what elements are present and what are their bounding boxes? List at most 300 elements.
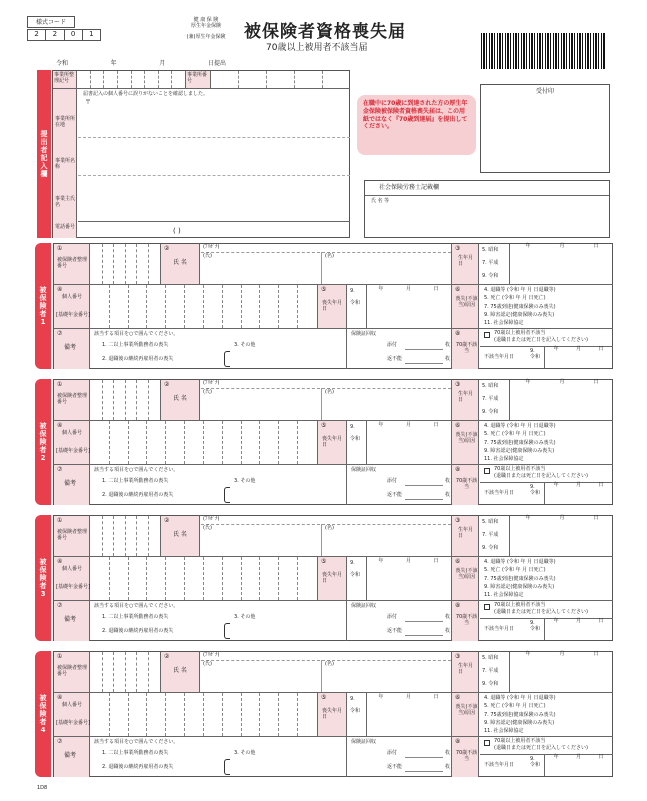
loss-era-num: 9. <box>350 288 355 294</box>
office-name-label: 事業所名称 <box>55 158 76 170</box>
card-label: 保険証回収 <box>351 331 377 337</box>
birth-era-showa: 5. 昭和 <box>482 655 499 661</box>
birth-month: 月 <box>559 379 565 385</box>
loss-era[interactable] <box>350 289 364 307</box>
birth-era-showa: 5. 昭和 <box>482 383 499 389</box>
name-input[interactable] <box>201 652 451 692</box>
remarks-label: 備考 <box>64 616 77 623</box>
kojin-input[interactable] <box>91 285 316 328</box>
over70-date-label: 不該当年月日 <box>484 762 515 768</box>
birth-era-reiwa: 9. 令和 <box>482 273 499 279</box>
loss-year: 年 <box>378 694 384 700</box>
field-number-4: ④ <box>57 558 63 565</box>
birth-era-heisei: 7. 平成 <box>482 396 499 402</box>
insured-block-1 <box>35 243 613 369</box>
birth-year: 年 <box>525 515 531 521</box>
cause-retire: 4. 退職等 (令和 年 月 日退職等) <box>484 559 556 565</box>
field-number-2: ② <box>164 653 170 660</box>
over70-checkbox[interactable] <box>484 468 490 474</box>
card-unreturned-input[interactable] <box>405 635 443 636</box>
over70-note: (退職日または死亡日を記入してください) <box>494 609 588 615</box>
barcode <box>481 33 605 69</box>
over70-date-input[interactable] <box>544 619 612 640</box>
phone-parens: ( ) <box>173 227 181 235</box>
kojin-label: 個人番号 <box>62 294 83 300</box>
card-attached: 添付 <box>387 342 398 348</box>
field-number-8: ⑧ <box>455 602 461 609</box>
loss-era-num: 9. <box>350 424 355 430</box>
loss-era[interactable] <box>350 697 364 715</box>
over70-year: 年 <box>553 482 559 488</box>
birth-era-showa: 5. 昭和 <box>482 519 499 525</box>
birth-day: 日 <box>593 651 599 657</box>
form-code-digit: 2 <box>28 30 46 40</box>
cause-death: 5. 死亡 (令和 年 月 日死亡) <box>484 295 546 302</box>
sei-label: (氏) <box>203 661 212 667</box>
kiso-label: [基礎年金番号] <box>56 312 90 318</box>
over70-label: 70歳不該当 <box>455 750 478 762</box>
cause-options[interactable] <box>484 694 612 735</box>
remarks-opt1[interactable]: 1. 二以上事業所勤務者の喪失 <box>102 478 169 484</box>
field-number-6: ⑥ <box>455 558 461 565</box>
birth-era-heisei: 7. 平成 <box>482 260 499 266</box>
birth-day: 日 <box>593 379 599 385</box>
remarks-bracket <box>224 759 230 775</box>
form-code-digit: 0 <box>65 30 83 40</box>
seiri-input[interactable] <box>91 380 159 420</box>
card-unit: 枚 <box>445 478 451 484</box>
over70-check-label: 70歳以上被用者不該当 <box>494 330 546 336</box>
sharoushi-name-label: 氏 名 等 <box>371 198 390 204</box>
over70-check-label: 70歳以上被用者不該当 <box>494 466 546 472</box>
loss-era[interactable] <box>350 425 364 443</box>
seiri-label: 被保険者整理番号 <box>57 665 88 677</box>
remarks-bracket <box>224 623 230 639</box>
birth-era-reiwa: 9. 令和 <box>482 545 499 551</box>
card-attached-input[interactable] <box>405 621 443 622</box>
remarks-opt3[interactable]: 3. その他 <box>234 750 256 756</box>
over70-check-label: 70歳以上被用者不該当 <box>494 602 546 608</box>
owner-name-label: 事業主氏名 <box>55 196 76 208</box>
over70-date-label: 不該当年月日 <box>484 354 515 360</box>
over70-era <box>530 485 540 497</box>
remarks-opt1[interactable]: 1. 二以上事業所勤務者の喪失 <box>102 614 169 620</box>
loss-month: 月 <box>405 422 411 428</box>
cause-disability: 9. 障害認定(健康保険のみ喪失) <box>484 583 555 590</box>
card-unit-2: 枚 <box>445 628 451 634</box>
remarks-note: 該当する項目を○で囲んでください。 <box>94 739 179 745</box>
insured-section-label: 被保険者2 <box>35 379 51 505</box>
birth-era-reiwa: 9. 令和 <box>482 409 499 415</box>
office-number-input[interactable] <box>211 71 350 88</box>
number-confirm-note: 届書記入の個人番号に誤りがないことを確認しました。 <box>83 91 209 97</box>
name-label: 氏 名 <box>173 395 187 402</box>
remarks-label: 備考 <box>64 480 77 487</box>
remarks-bracket <box>224 487 230 503</box>
name-label: 氏 名 <box>173 531 187 538</box>
cause-agreement: 11. 社会保障協定 <box>484 320 524 327</box>
loss-era-num: 9. <box>350 560 355 566</box>
receipt-label: 受付印 <box>535 88 554 95</box>
cause-retire: 4. 退職等 (令和 年 月 日退職等) <box>484 695 556 701</box>
cause-agreement: 11. 社会保障協定 <box>484 592 524 599</box>
birth-label: 生年月日 <box>458 527 474 539</box>
over70-checkbox[interactable] <box>484 604 490 610</box>
birth-era-options[interactable] <box>482 244 510 284</box>
name-input[interactable] <box>201 380 451 420</box>
sei-label: (氏) <box>203 253 212 259</box>
field-number-1: ① <box>57 381 63 388</box>
loss-date-input[interactable] <box>366 421 450 464</box>
seiri-label: 被保険者整理番号 <box>57 393 88 405</box>
cause-75: 7. 75歳到達(健康保険のみ喪失) <box>484 303 556 310</box>
form-code-box <box>27 16 101 43</box>
over70-note: (退職日または死亡日を記入してください) <box>494 745 588 751</box>
birth-era-heisei: 7. 平成 <box>482 532 499 538</box>
over70-era-num: 9. <box>530 348 535 354</box>
seiri-label: 被保険者整理番号 <box>57 529 88 541</box>
card-attached: 添付 <box>387 614 398 620</box>
remarks-opt3[interactable]: 3. その他 <box>234 478 256 484</box>
card-unreturned-input[interactable] <box>405 499 443 500</box>
remarks-opt2[interactable]: 2. 退職後の継続再雇用者の喪失 <box>102 764 174 770</box>
field-number-7: ⑦ <box>57 330 63 337</box>
office-code-input[interactable] <box>77 71 185 88</box>
loss-day: 日 <box>433 422 439 428</box>
office-code-label: 事業所整理記号 <box>53 71 77 88</box>
cause-options[interactable] <box>484 558 612 599</box>
field-number-3: ③ <box>455 653 461 660</box>
cause-death: 5. 死亡 (令和 年 月 日死亡) <box>484 703 546 710</box>
submitter-section-label: 提出者記入欄 <box>37 70 51 238</box>
kojin-label: 個人番号 <box>62 566 83 572</box>
over70-era-label: 令和 <box>530 353 541 360</box>
loss-year: 年 <box>378 558 384 564</box>
field-number-1: ① <box>57 517 63 524</box>
birth-era-options[interactable] <box>482 516 510 556</box>
over70-year: 年 <box>553 346 559 352</box>
insured-block-4 <box>35 651 613 777</box>
over70-checkbox[interactable] <box>484 332 490 338</box>
remarks-label: 備考 <box>64 344 77 351</box>
over70-era-num: 9. <box>530 620 535 626</box>
loss-day: 日 <box>433 694 439 700</box>
card-unit-2: 枚 <box>445 492 451 498</box>
card-label: 保険証回収 <box>351 467 377 473</box>
birth-era-showa: 5. 昭和 <box>482 247 499 253</box>
remarks-opt2[interactable]: 2. 退職後の継続再雇用者の喪失 <box>102 356 174 362</box>
loss-date-input[interactable] <box>366 693 450 736</box>
over70-day: 日 <box>598 482 604 488</box>
field-number-3: ③ <box>455 245 461 252</box>
field-number-2: ② <box>164 381 170 388</box>
submitter-panel <box>52 70 350 238</box>
kiso-label: [基礎年金番号] <box>56 448 90 454</box>
seiri-label: 被保険者整理番号 <box>57 257 88 269</box>
birth-year: 年 <box>525 651 531 657</box>
remarks-opt1[interactable]: 1. 二以上事業所勤務者の喪失 <box>102 750 169 756</box>
mei-label: (名) <box>325 661 334 667</box>
cause-disability: 9. 障害認定(健康保険のみ喪失) <box>484 719 555 726</box>
card-attached-input[interactable] <box>405 757 443 758</box>
remarks-opt2[interactable]: 2. 退職後の継続再雇用者の喪失 <box>102 628 174 634</box>
over70-date-input[interactable] <box>544 755 612 776</box>
loss-date-label: 喪失年月日 <box>322 572 343 584</box>
birth-label: 生年月日 <box>458 663 474 675</box>
kojin-input[interactable] <box>91 557 316 600</box>
over70-date-input[interactable] <box>544 483 612 504</box>
form-code-digits <box>27 29 101 41</box>
office-number-label: 事業所番号 <box>185 71 211 88</box>
page-title: 被保険者資格喪失届 <box>244 22 406 42</box>
cause-agreement: 11. 社会保障協定 <box>484 728 524 735</box>
field-number-7: ⑦ <box>57 602 63 609</box>
card-attached-input[interactable] <box>405 349 443 350</box>
card-unit-2: 枚 <box>445 764 451 770</box>
kojin-label: 個人番号 <box>62 430 83 436</box>
card-attached: 添付 <box>387 478 398 484</box>
loss-year: 年 <box>378 422 384 428</box>
over70-check-label: 70歳以上被用者不該当 <box>494 738 546 744</box>
field-number-7: ⑦ <box>57 738 63 745</box>
date-year: 年 <box>110 60 117 67</box>
card-unreturned: 返不能 <box>387 492 403 498</box>
over70-day: 日 <box>598 618 604 624</box>
cause-retire: 4. 退職等 (令和 年 月 日退職等) <box>484 423 556 429</box>
birth-ymd[interactable] <box>511 652 613 665</box>
kojin-label: 個人番号 <box>62 702 83 708</box>
cause-label: 喪失(不該当)原因 <box>455 296 478 308</box>
loss-month: 月 <box>405 558 411 564</box>
sei-label: (氏) <box>203 389 212 395</box>
birth-era-options[interactable] <box>482 380 510 420</box>
card-attached-input[interactable] <box>405 485 443 486</box>
postal-mark: 〒 <box>85 99 92 106</box>
loss-date-input[interactable] <box>366 285 450 328</box>
birth-year: 年 <box>525 379 531 385</box>
card-unreturned: 返不能 <box>387 628 403 634</box>
cause-death: 5. 死亡 (令和 年 月 日死亡) <box>484 567 546 574</box>
insured-section-label: 被保険者4 <box>35 651 51 777</box>
cause-disability: 9. 障害認定(健康保険のみ喪失) <box>484 447 555 454</box>
birth-label: 生年月日 <box>458 391 474 403</box>
birth-ymd[interactable] <box>511 516 613 529</box>
field-number-1: ① <box>57 245 63 252</box>
loss-year: 年 <box>378 286 384 292</box>
over70-month: 月 <box>575 482 581 488</box>
insured-block-3 <box>35 515 613 641</box>
cause-options[interactable] <box>484 422 612 463</box>
birth-era-reiwa: 9. 令和 <box>482 681 499 687</box>
cause-agreement: 11. 社会保障協定 <box>484 456 524 463</box>
name-input[interactable] <box>201 244 451 284</box>
sei-label: (氏) <box>203 525 212 531</box>
cause-label: 喪失(不該当)原因 <box>455 704 478 716</box>
insured-section-label: 被保険者3 <box>35 515 51 641</box>
remarks-note: 該当する項目を○で囲んでください。 <box>94 603 179 609</box>
kiso-label: [基礎年金番号] <box>56 720 90 726</box>
furigana-label: (ﾌﾘｶﾞﾅ) <box>203 652 220 658</box>
cause-label: 喪失(不該当)原因 <box>455 568 478 580</box>
loss-day: 日 <box>433 558 439 564</box>
birth-ymd[interactable] <box>511 244 613 257</box>
card-unreturned-input[interactable] <box>405 363 443 364</box>
card-unreturned: 返不能 <box>387 356 403 362</box>
field-number-6: ⑥ <box>455 422 461 429</box>
over70-date-label: 不該当年月日 <box>484 626 515 632</box>
remarks-note: 該当する項目を○で囲んでください。 <box>94 331 179 337</box>
furigana-label: (ﾌﾘｶﾞﾅ) <box>203 516 220 522</box>
card-unit: 枚 <box>445 342 451 348</box>
loss-month: 月 <box>405 694 411 700</box>
field-number-4: ④ <box>57 422 63 429</box>
over70-date-label: 不該当年月日 <box>484 490 515 496</box>
seiri-input[interactable] <box>91 244 159 284</box>
mei-label: (名) <box>325 525 334 531</box>
name-input[interactable] <box>201 516 451 556</box>
date-day: 日提出 <box>207 60 226 67</box>
insurance-line3: (兼)厚生年金保険 <box>186 33 226 40</box>
form-code-label: 様式コード <box>27 16 75 28</box>
field-number-8: ⑧ <box>455 330 461 337</box>
name-label: 氏 名 <box>173 259 187 266</box>
insurance-line1: 健 康 保 険 <box>193 17 219 23</box>
remarks-opt3[interactable]: 3. その他 <box>234 614 256 620</box>
birth-era-options[interactable] <box>482 652 510 692</box>
submission-date <box>56 61 226 68</box>
birth-month: 月 <box>559 243 565 249</box>
name-label: 氏 名 <box>173 667 187 674</box>
remarks-bracket <box>224 351 230 367</box>
card-unreturned: 返不能 <box>387 764 403 770</box>
kiso-label: [基礎年金番号] <box>56 584 90 590</box>
birth-ymd[interactable] <box>511 380 613 393</box>
over70-month: 月 <box>575 618 581 624</box>
over70-year: 年 <box>553 618 559 624</box>
field-number-5: ⑤ <box>321 286 327 293</box>
over70-date-input[interactable] <box>544 347 612 368</box>
receipt-stamp-box <box>480 84 610 173</box>
loss-era-label: 令和 <box>350 571 361 578</box>
cause-options[interactable] <box>484 286 612 327</box>
card-unit: 枚 <box>445 614 451 620</box>
insured-section-label: 被保険者1 <box>35 243 51 369</box>
field-number-8: ⑧ <box>455 738 461 745</box>
mei-label: (名) <box>325 389 334 395</box>
cause-retire: 4. 退職等 (令和 年 月 日退職等) <box>484 287 556 293</box>
over70-era-label: 令和 <box>530 761 541 768</box>
phone-label: 電話番号 <box>55 224 76 230</box>
birth-era-heisei: 7. 平成 <box>482 668 499 674</box>
form-code-digit: 2 <box>46 30 64 40</box>
seiri-input[interactable] <box>91 652 159 692</box>
remarks-note: 該当する項目を○で囲んでください。 <box>94 467 179 473</box>
birth-month: 月 <box>559 651 565 657</box>
over70-label: 70歳不該当 <box>455 342 478 354</box>
birth-day: 日 <box>593 243 599 249</box>
field-number-3: ③ <box>455 381 461 388</box>
over70-label: 70歳不該当 <box>455 614 478 626</box>
remarks-label: 備考 <box>64 752 77 759</box>
over70-year: 年 <box>553 754 559 760</box>
over70-day: 日 <box>598 754 604 760</box>
loss-date-label: 喪失年月日 <box>322 300 343 312</box>
seiri-input[interactable] <box>91 516 159 556</box>
remarks-opt3[interactable]: 3. その他 <box>234 342 256 348</box>
form-code-digit: 1 <box>89 30 94 38</box>
field-number-8: ⑧ <box>455 466 461 473</box>
loss-month: 月 <box>405 286 411 292</box>
field-number-5: ⑤ <box>321 558 327 565</box>
over70-checkbox[interactable] <box>484 740 490 746</box>
submitter-input-area[interactable] <box>78 101 350 211</box>
insurance-line2: 厚生年金保険 <box>190 22 221 29</box>
footer-code: 1D8 <box>37 785 48 791</box>
notice-text: 在職中に70歳に到達された方の厚生年金保険被保険者資格喪失届は、この用紙ではなく『70歳到達届』を提出してください。 <box>363 100 468 131</box>
sharoushi-label: 社会保険労務士記載欄 <box>379 184 440 191</box>
field-number-2: ② <box>164 245 170 252</box>
over70-note: (退職日または死亡日を記入してください) <box>494 473 588 479</box>
card-unit: 枚 <box>445 750 451 756</box>
address-label: 事業所所在地 <box>55 116 76 128</box>
date-era: 令和 <box>56 60 69 67</box>
loss-date-label: 喪失年月日 <box>322 708 343 720</box>
page-subtitle: 70歳以上被用者不該当届 <box>266 43 368 53</box>
field-number-4: ④ <box>57 286 63 293</box>
cause-75: 7. 75歳到達(健康保険のみ喪失) <box>484 439 556 446</box>
loss-era-num: 9. <box>350 696 355 702</box>
over70-label: 70歳不該当 <box>455 478 478 490</box>
card-unreturned-input[interactable] <box>405 771 443 772</box>
field-number-5: ⑤ <box>321 422 327 429</box>
card-label: 保険証回収 <box>351 739 377 745</box>
over70-era <box>530 621 540 633</box>
over70-era-label: 令和 <box>530 625 541 632</box>
over70-day: 日 <box>598 346 604 352</box>
loss-date-label: 喪失年月日 <box>322 436 343 448</box>
field-number-4: ④ <box>57 694 63 701</box>
field-number-6: ⑥ <box>455 286 461 293</box>
field-number-3: ③ <box>455 517 461 524</box>
remarks-opt2[interactable]: 2. 退職後の継続再雇用者の喪失 <box>102 492 174 498</box>
remarks-opt1[interactable]: 1. 二以上事業所勤務者の喪失 <box>102 342 169 348</box>
loss-era-label: 令和 <box>350 707 361 714</box>
loss-era[interactable] <box>350 561 364 579</box>
insurance-types <box>176 18 236 40</box>
field-number-5: ⑤ <box>321 694 327 701</box>
field-number-2: ② <box>164 517 170 524</box>
cause-label: 喪失(不該当)原因 <box>455 432 478 444</box>
over70-era-label: 令和 <box>530 489 541 496</box>
kojin-input[interactable] <box>91 693 316 736</box>
card-label: 保険証回収 <box>351 603 377 609</box>
insured-block-2 <box>35 379 613 505</box>
cause-death: 5. 死亡 (令和 年 月 日死亡) <box>484 431 546 438</box>
birth-year: 年 <box>525 243 531 249</box>
field-number-6: ⑥ <box>455 694 461 701</box>
loss-era-label: 令和 <box>350 299 361 306</box>
birth-label: 生年月日 <box>458 255 474 267</box>
over70-era-num: 9. <box>530 484 535 490</box>
card-unit-2: 枚 <box>445 356 451 362</box>
over70-era <box>530 757 540 769</box>
over70-era <box>530 349 540 361</box>
card-attached: 添付 <box>387 750 398 756</box>
furigana-label: (ﾌﾘｶﾞﾅ) <box>203 244 220 250</box>
loss-date-input[interactable] <box>366 557 450 600</box>
kojin-input[interactable] <box>91 421 316 464</box>
field-number-1: ① <box>57 653 63 660</box>
